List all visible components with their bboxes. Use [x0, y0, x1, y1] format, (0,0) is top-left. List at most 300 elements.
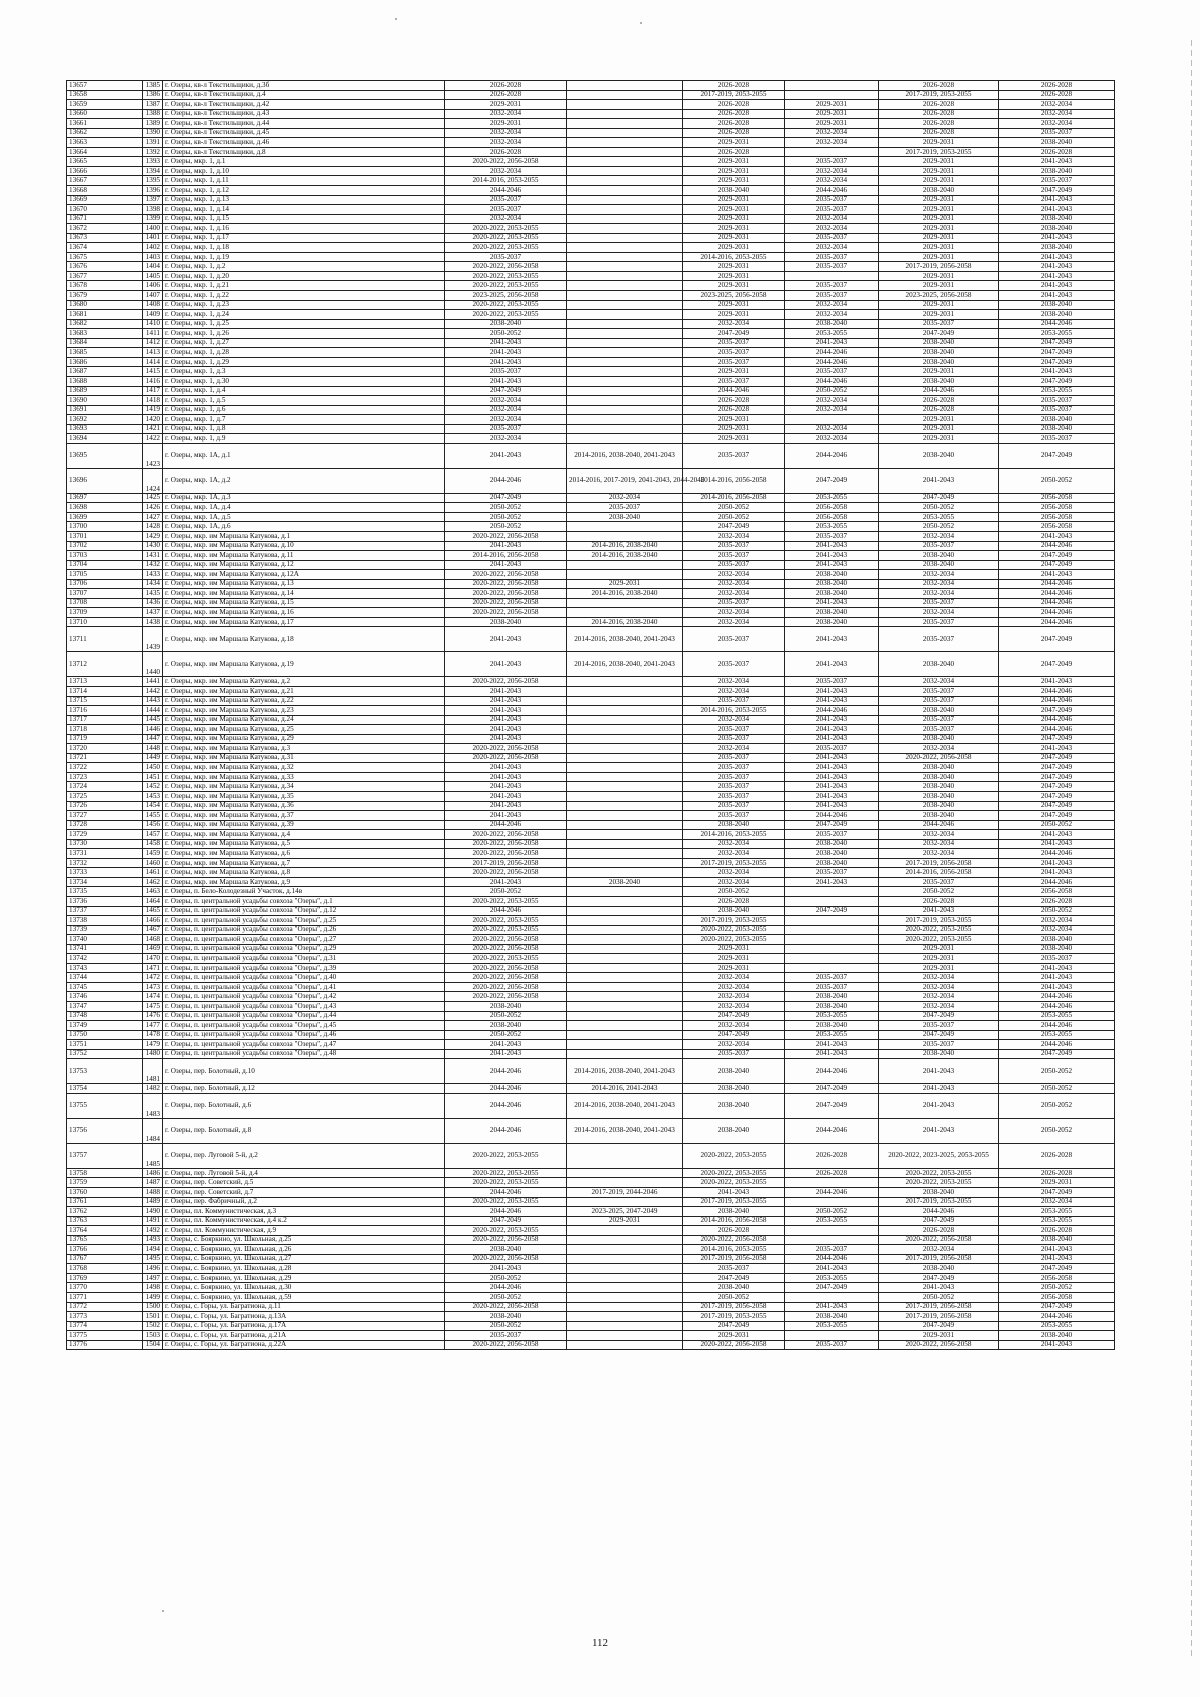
table-row [67, 1049, 1115, 1059]
row-id-cell: 13685 [67, 348, 143, 358]
period-4-cell [785, 1178, 879, 1188]
period-3-cell: 2020-2022, 2053-2055 [683, 1168, 785, 1178]
address-cell: г. Озеры, мкр. 1, д.19 [163, 252, 445, 262]
seq-number-cell: 1456 [143, 820, 163, 830]
period-1-cell: 2041-2043 [445, 627, 567, 652]
period-4-cell: 2035-2037 [785, 157, 879, 167]
period-2-cell [567, 753, 683, 763]
period-3-cell: 2032-2034 [683, 868, 785, 878]
address-cell: г. Озеры, кв-л Текстильщики, д.44 [163, 119, 445, 129]
period-4-cell: 2032-2034 [785, 214, 879, 224]
address-cell: г. Озеры, мкр. им Маршала Катукова, д.17 [163, 617, 445, 627]
period-1-cell: 2041-2043 [445, 715, 567, 725]
period-4-cell: 2041-2043 [785, 753, 879, 763]
period-5-cell: 2041-2043 [879, 1283, 999, 1293]
period-4-cell [785, 90, 879, 100]
period-4-cell: 2032-2034 [785, 300, 879, 310]
period-1-cell: 2041-2043 [445, 541, 567, 551]
row-id-cell: 13739 [67, 925, 143, 935]
period-6-cell: 2053-2055 [999, 1216, 1115, 1226]
period-2-cell [567, 763, 683, 773]
address-cell: г. Озеры, кв-л Текстильщики, д.3б [163, 81, 445, 91]
address-cell: г. Озеры, мкр. им Маршала Катукова, д.4 [163, 830, 445, 840]
seq-number-cell: 1469 [143, 944, 163, 954]
table-row [67, 725, 1115, 735]
address-cell: г. Озеры, мкр. 1А, д.2 [163, 468, 445, 493]
address-cell: г. Озеры, с. Горы, ул. Багратиона, д.21А [163, 1331, 445, 1341]
period-5-cell: 2047-2049 [879, 1216, 999, 1226]
seq-number-cell: 1462 [143, 877, 163, 887]
row-id-cell: 13665 [67, 157, 143, 167]
table-row [67, 868, 1115, 878]
seq-number-cell: 1447 [143, 734, 163, 744]
seq-number-cell: 1452 [143, 782, 163, 792]
period-6-cell: 2026-2028 [999, 1143, 1115, 1168]
register-table-body [67, 81, 1115, 1350]
period-1-cell: 2032-2034 [445, 128, 567, 138]
period-4-cell: 2032-2034 [785, 176, 879, 186]
row-id-cell: 13750 [67, 1030, 143, 1040]
seq-number-cell: 1441 [143, 677, 163, 687]
row-id-cell: 13768 [67, 1264, 143, 1274]
table-row [67, 811, 1115, 821]
period-4-cell: 2035-2037 [785, 531, 879, 541]
period-2-cell [567, 792, 683, 802]
address-cell: г. Озеры, п. центральной усадьбы совхоза "Озеры", д.1 [163, 897, 445, 907]
period-1-cell: 2041-2043 [445, 792, 567, 802]
period-1-cell: 2050-2052 [445, 887, 567, 897]
address-cell: г. Озеры, п. центральной усадьбы совхоза "Озеры", д.45 [163, 1021, 445, 1031]
period-5-cell: 2041-2043 [879, 1059, 999, 1084]
period-2-cell [567, 782, 683, 792]
period-6-cell: 2050-2052 [999, 820, 1115, 830]
page-number: 112 [591, 1637, 609, 1649]
period-5-cell: 2020-2022, 2053-2055 [879, 935, 999, 945]
table-row [67, 367, 1115, 377]
row-id-cell: 13683 [67, 329, 143, 339]
seq-number-cell: 1457 [143, 830, 163, 840]
seq-number-cell: 1394 [143, 166, 163, 176]
row-id-cell: 13731 [67, 849, 143, 859]
table-row [67, 214, 1115, 224]
period-4-cell: 2041-2043 [785, 715, 879, 725]
address-cell: г. Озеры, с. Бояркино, ул. Школьная, д.27 [163, 1254, 445, 1264]
address-cell: г. Озеры, с. Бояркино, ул. Школьная, д.25 [163, 1235, 445, 1245]
period-1-cell: 2044-2046 [445, 1187, 567, 1197]
period-4-cell: 2026-2028 [785, 1143, 879, 1168]
seq-number-cell: 1418 [143, 396, 163, 406]
address-cell: г. Озеры, мкр. им Маршала Катукова, д.15 [163, 598, 445, 608]
seq-number-cell: 1493 [143, 1235, 163, 1245]
period-4-cell: 2041-2043 [785, 338, 879, 348]
period-1-cell: 2020-2022, 2056-2058 [445, 1254, 567, 1264]
row-id-cell: 13706 [67, 579, 143, 589]
period-5-cell: 2020-2022, 2056-2058 [879, 753, 999, 763]
table-row [67, 877, 1115, 887]
address-cell: г. Озеры, с. Горы, ул. Багратиона, д.17А [163, 1321, 445, 1331]
period-3-cell: 2029-2031 [683, 166, 785, 176]
period-1-cell: 2041-2043 [445, 772, 567, 782]
table-row [67, 1059, 1115, 1084]
table-row [67, 715, 1115, 725]
period-5-cell: 2026-2028 [879, 109, 999, 119]
period-4-cell: 2035-2037 [785, 868, 879, 878]
period-2-cell: 2035-2037 [567, 503, 683, 513]
row-id-cell: 13681 [67, 310, 143, 320]
table-row [67, 357, 1115, 367]
table-row [67, 858, 1115, 868]
address-cell: г. Озеры, пер. Болотный, д.6 [163, 1093, 445, 1118]
period-5-cell: 2035-2037 [879, 725, 999, 735]
period-6-cell: 2041-2043 [999, 963, 1115, 973]
period-1-cell: 2032-2034 [445, 166, 567, 176]
period-1-cell: 2050-2052 [445, 1273, 567, 1283]
address-cell: г. Озеры, мкр. им Маршала Катукова, д.33 [163, 772, 445, 782]
period-6-cell: 2026-2028 [999, 897, 1115, 907]
period-1-cell: 2020-2022, 2056-2058 [445, 531, 567, 541]
period-5-cell: 2014-2016, 2056-2058 [879, 868, 999, 878]
period-3-cell: 2020-2022, 2056-2058 [683, 1235, 785, 1245]
period-3-cell: 2047-2049 [683, 1273, 785, 1283]
address-cell: г. Озеры, мкр. им Маршала Катукова, д.1 [163, 531, 445, 541]
period-2-cell: 2014-2016, 2038-2040 [567, 589, 683, 599]
period-5-cell: 2029-2031 [879, 424, 999, 434]
period-1-cell: 2041-2043 [445, 706, 567, 716]
period-1-cell: 2014-2016, 2056-2058 [445, 551, 567, 561]
seq-number-cell: 1422 [143, 434, 163, 444]
row-id-cell: 13752 [67, 1049, 143, 1059]
address-cell: г. Озеры, пл. Коммунистическая, д.4 к.2 [163, 1216, 445, 1226]
period-6-cell: 2026-2028 [999, 81, 1115, 91]
period-5-cell: 2032-2034 [879, 839, 999, 849]
period-4-cell: 2038-2040 [785, 1002, 879, 1012]
period-3-cell: 2017-2019, 2053-2055 [683, 916, 785, 926]
row-id-cell: 13748 [67, 1011, 143, 1021]
period-3-cell: 2038-2040 [683, 1093, 785, 1118]
table-row [67, 468, 1115, 493]
period-4-cell: 2041-2043 [785, 734, 879, 744]
table-row [67, 763, 1115, 773]
seq-number-cell: 1475 [143, 1002, 163, 1012]
period-5-cell: 2029-2031 [879, 963, 999, 973]
period-1-cell: 2020-2022, 2056-2058 [445, 677, 567, 687]
row-id-cell: 13738 [67, 916, 143, 926]
period-2-cell [567, 1331, 683, 1341]
seq-number-cell: 1414 [143, 357, 163, 367]
table-row [67, 1216, 1115, 1226]
period-6-cell: 2041-2043 [999, 858, 1115, 868]
address-cell: г. Озеры, кв-л Текстильщики, д.45 [163, 128, 445, 138]
seq-number-cell: 1454 [143, 801, 163, 811]
period-1-cell: 2032-2034 [445, 434, 567, 444]
period-4-cell: 2035-2037 [785, 744, 879, 754]
row-id-cell: 13774 [67, 1321, 143, 1331]
row-id-cell: 13691 [67, 405, 143, 415]
seq-number-cell: 1480 [143, 1049, 163, 1059]
period-4-cell: 2044-2046 [785, 1187, 879, 1197]
row-id-cell: 13699 [67, 512, 143, 522]
table-row [67, 252, 1115, 262]
period-2-cell [567, 376, 683, 386]
period-4-cell: 2044-2046 [785, 348, 879, 358]
address-cell: г. Озеры, пер. Болотный, д.8 [163, 1118, 445, 1143]
row-id-cell: 13670 [67, 205, 143, 215]
address-cell: г. Озеры, п. центральной усадьбы совхоза "Озеры", д.43 [163, 1002, 445, 1012]
period-2-cell [567, 522, 683, 532]
seq-number-cell: 1492 [143, 1226, 163, 1236]
period-3-cell: 2014-2016, 2053-2055 [683, 252, 785, 262]
address-cell: г. Озеры, п. центральной усадьбы совхоза "Озеры", д.26 [163, 925, 445, 935]
table-row [67, 310, 1115, 320]
period-2-cell [567, 608, 683, 618]
period-5-cell: 2035-2037 [879, 1040, 999, 1050]
row-id-cell: 13762 [67, 1207, 143, 1217]
period-5-cell: 2032-2034 [879, 677, 999, 687]
period-1-cell: 2041-2043 [445, 763, 567, 773]
address-cell: г. Озеры, мкр. 1, д.14 [163, 205, 445, 215]
period-5-cell: 2029-2031 [879, 367, 999, 377]
period-6-cell: 2041-2043 [999, 291, 1115, 301]
period-2-cell [567, 147, 683, 157]
table-row [67, 81, 1115, 91]
period-3-cell: 2014-2016, 2056-2058 [683, 1216, 785, 1226]
table-row [67, 1321, 1115, 1331]
table-row [67, 598, 1115, 608]
period-2-cell: 2014-2016, 2038-2040, 2041-2043 [567, 627, 683, 652]
period-1-cell: 2041-2043 [445, 782, 567, 792]
period-4-cell: 2041-2043 [785, 763, 879, 773]
period-6-cell: 2035-2037 [999, 954, 1115, 964]
period-5-cell: 2017-2019, 2053-2055 [879, 147, 999, 157]
period-4-cell: 2032-2034 [785, 424, 879, 434]
table-row [67, 300, 1115, 310]
period-3-cell: 2026-2028 [683, 897, 785, 907]
table-row [67, 1331, 1115, 1341]
period-5-cell: 2050-2052 [879, 522, 999, 532]
seq-number-cell: 1392 [143, 147, 163, 157]
row-id-cell: 13725 [67, 792, 143, 802]
period-3-cell: 2032-2034 [683, 982, 785, 992]
period-3-cell: 2026-2028 [683, 396, 785, 406]
period-5-cell: 2032-2034 [879, 973, 999, 983]
period-1-cell: 2035-2037 [445, 424, 567, 434]
period-2-cell [567, 868, 683, 878]
address-cell: г. Озеры, мкр. 1А, д.5 [163, 512, 445, 522]
period-2-cell [567, 224, 683, 234]
table-row [67, 119, 1115, 129]
period-5-cell: 2041-2043 [879, 1118, 999, 1143]
period-6-cell: 2026-2028 [999, 147, 1115, 157]
period-2-cell [567, 424, 683, 434]
table-row [67, 617, 1115, 627]
period-6-cell: 2032-2034 [999, 916, 1115, 926]
period-3-cell: 2017-2019, 2053-2055 [683, 1312, 785, 1322]
period-6-cell: 2038-2040 [999, 138, 1115, 148]
table-row [67, 205, 1115, 215]
period-1-cell: 2020-2022, 2053-2055 [445, 310, 567, 320]
period-4-cell: 2038-2040 [785, 617, 879, 627]
period-6-cell: 2056-2058 [999, 887, 1115, 897]
address-cell: г. Озеры, мкр. им Маршала Катукова, д.19 [163, 652, 445, 677]
period-2-cell [567, 109, 683, 119]
period-2-cell [567, 1226, 683, 1236]
address-cell: г. Озеры, мкр. 1, д.2 [163, 262, 445, 272]
period-1-cell: 2020-2022, 2056-2058 [445, 579, 567, 589]
address-cell: г. Озеры, п. центральной усадьбы совхоза "Озеры", д.27 [163, 935, 445, 945]
row-id-cell: 13761 [67, 1197, 143, 1207]
period-4-cell: 2038-2040 [785, 1312, 879, 1322]
period-6-cell: 2038-2040 [999, 944, 1115, 954]
row-id-cell: 13675 [67, 252, 143, 262]
period-1-cell: 2041-2043 [445, 1264, 567, 1274]
period-3-cell: 2020-2022, 2053-2055 [683, 1178, 785, 1188]
period-1-cell: 2044-2046 [445, 1059, 567, 1084]
period-4-cell: 2056-2058 [785, 512, 879, 522]
seq-number-cell: 1433 [143, 570, 163, 580]
table-row [67, 849, 1115, 859]
period-2-cell [567, 166, 683, 176]
address-cell: г. Озеры, пл. Коммунистическая, д.3 [163, 1207, 445, 1217]
period-6-cell: 2035-2037 [999, 405, 1115, 415]
seq-number-cell: 1476 [143, 1011, 163, 1021]
row-id-cell: 13758 [67, 1168, 143, 1178]
table-row [67, 1002, 1115, 1012]
row-id-cell: 13767 [67, 1254, 143, 1264]
period-6-cell: 2032-2034 [999, 119, 1115, 129]
row-id-cell: 13743 [67, 963, 143, 973]
period-4-cell: 2053-2055 [785, 1011, 879, 1021]
period-5-cell: 2038-2040 [879, 443, 999, 468]
period-4-cell [785, 1226, 879, 1236]
period-6-cell: 2047-2049 [999, 811, 1115, 821]
table-row [67, 686, 1115, 696]
period-1-cell: 2020-2022, 2053-2055 [445, 281, 567, 291]
seq-number-cell: 1445 [143, 715, 163, 725]
period-5-cell: 2044-2046 [879, 820, 999, 830]
period-4-cell: 2032-2034 [785, 434, 879, 444]
period-5-cell: 2035-2037 [879, 715, 999, 725]
seq-number-cell: 1404 [143, 262, 163, 272]
period-5-cell: 2029-2031 [879, 415, 999, 425]
period-5-cell: 2035-2037 [879, 686, 999, 696]
row-id-cell: 13766 [67, 1245, 143, 1255]
table-row [67, 1197, 1115, 1207]
period-2-cell [567, 715, 683, 725]
period-6-cell: 2047-2049 [999, 338, 1115, 348]
period-2-cell [567, 195, 683, 205]
period-4-cell: 2032-2034 [785, 224, 879, 234]
period-5-cell: 2050-2052 [879, 887, 999, 897]
row-id-cell: 13698 [67, 503, 143, 513]
period-5-cell: 2020-2022, 2053-2055 [879, 925, 999, 935]
period-6-cell: 2038-2040 [999, 1235, 1115, 1245]
seq-number-cell: 1408 [143, 300, 163, 310]
period-5-cell: 2026-2028 [879, 81, 999, 91]
period-3-cell: 2038-2040 [683, 1207, 785, 1217]
period-3-cell: 2017-2019, 2056-2058 [683, 1254, 785, 1264]
period-5-cell: 2020-2022, 2056-2058 [879, 1340, 999, 1350]
period-6-cell: 2041-2043 [999, 252, 1115, 262]
seq-number-cell: 1486 [143, 1168, 163, 1178]
period-3-cell: 2020-2022, 2053-2055 [683, 925, 785, 935]
period-6-cell: 2050-2052 [999, 1283, 1115, 1293]
period-5-cell: 2032-2034 [879, 982, 999, 992]
address-cell: г. Озеры, с. Бояркино, ул. Школьная, д.26 [163, 1245, 445, 1255]
period-5-cell: 2029-2031 [879, 271, 999, 281]
period-4-cell: 2032-2034 [785, 310, 879, 320]
period-5-cell: 2038-2040 [879, 734, 999, 744]
period-3-cell: 2035-2037 [683, 782, 785, 792]
seq-number-cell: 1434 [143, 579, 163, 589]
period-2-cell [567, 252, 683, 262]
address-cell: г. Озеры, мкр. 1, д.7 [163, 415, 445, 425]
period-2-cell [567, 1321, 683, 1331]
period-5-cell: 2044-2046 [879, 386, 999, 396]
address-cell: г. Озеры, кв-л Текстильщики, д.43 [163, 109, 445, 119]
period-1-cell: 2026-2028 [445, 147, 567, 157]
period-6-cell: 2044-2046 [999, 686, 1115, 696]
period-2-cell [567, 1143, 683, 1168]
period-4-cell: 2029-2031 [785, 109, 879, 119]
period-4-cell: 2047-2049 [785, 906, 879, 916]
period-1-cell: 2041-2043 [445, 696, 567, 706]
seq-number-cell: 1468 [143, 935, 163, 945]
address-cell: г. Озеры, мкр. 1, д.3 [163, 367, 445, 377]
period-1-cell: 2020-2022, 2056-2058 [445, 598, 567, 608]
period-6-cell: 2038-2040 [999, 224, 1115, 234]
period-1-cell: 2020-2022, 2053-2055 [445, 1226, 567, 1236]
period-4-cell: 2035-2037 [785, 205, 879, 215]
seq-number-cell: 1491 [143, 1216, 163, 1226]
period-5-cell: 2038-2040 [879, 801, 999, 811]
period-1-cell: 2020-2022, 2053-2055 [445, 897, 567, 907]
address-cell: г. Озеры, кв-л Текстильщики, д.42 [163, 100, 445, 110]
period-1-cell: 2047-2049 [445, 386, 567, 396]
period-2-cell [567, 90, 683, 100]
period-5-cell: 2020-2022, 2053-2055 [879, 1178, 999, 1188]
period-1-cell: 2029-2031 [445, 100, 567, 110]
period-4-cell: 2044-2046 [785, 811, 879, 821]
seq-number-cell: 1444 [143, 706, 163, 716]
period-6-cell: 2047-2049 [999, 1264, 1115, 1274]
table-row [67, 1178, 1115, 1188]
seq-number-cell: 1393 [143, 157, 163, 167]
period-3-cell: 2020-2022, 2056-2058 [683, 1340, 785, 1350]
period-1-cell: 2020-2022, 2056-2058 [445, 1340, 567, 1350]
period-2-cell: 2017-2019, 2044-2046 [567, 1187, 683, 1197]
row-id-cell: 13705 [67, 570, 143, 580]
period-5-cell: 2038-2040 [879, 338, 999, 348]
period-6-cell: 2041-2043 [999, 677, 1115, 687]
table-row [67, 1312, 1115, 1322]
row-id-cell: 13689 [67, 386, 143, 396]
period-4-cell: 2053-2055 [785, 493, 879, 503]
row-id-cell: 13735 [67, 887, 143, 897]
table-row [67, 424, 1115, 434]
period-2-cell [567, 560, 683, 570]
period-1-cell: 2020-2022, 2056-2058 [445, 963, 567, 973]
seq-number-cell: 1424 [143, 468, 163, 493]
row-id-cell: 13754 [67, 1084, 143, 1094]
period-4-cell: 2041-2043 [785, 1049, 879, 1059]
address-cell: г. Озеры, мкр. 1, д.9 [163, 434, 445, 444]
period-1-cell: 2038-2040 [445, 617, 567, 627]
period-6-cell: 2044-2046 [999, 725, 1115, 735]
period-5-cell: 2041-2043 [879, 468, 999, 493]
row-id-cell: 13732 [67, 858, 143, 868]
period-6-cell: 2047-2049 [999, 1302, 1115, 1312]
period-3-cell: 2032-2034 [683, 608, 785, 618]
